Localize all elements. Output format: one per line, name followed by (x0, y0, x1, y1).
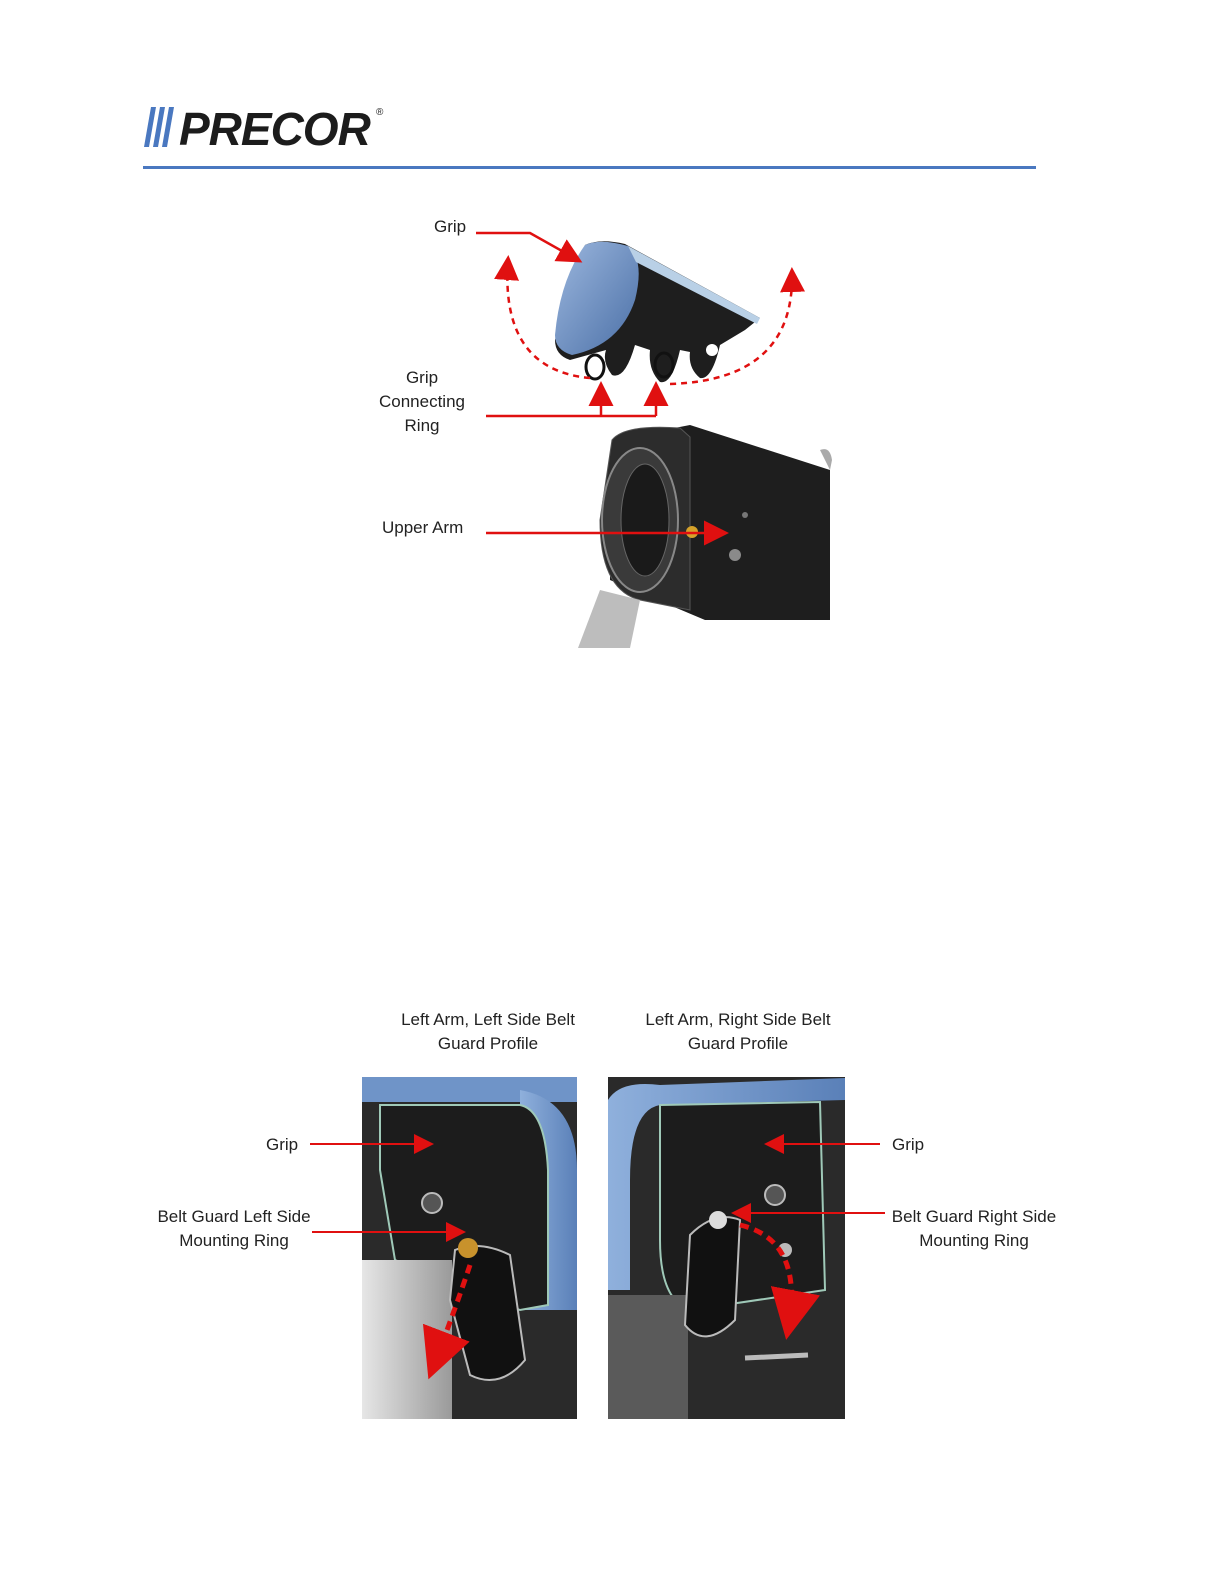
registered-mark: ® (376, 107, 384, 118)
label-right-grip: Grip (892, 1135, 925, 1154)
label-upper-arm: Upper Arm (382, 518, 464, 537)
right-profile-image (608, 1077, 845, 1419)
grip-pointer (476, 233, 578, 260)
left-profile-title: Left Arm, Left Side Belt Guard Profile (401, 1010, 575, 1053)
logo-wordmark: PRECOR (179, 103, 370, 155)
left-profile-image (362, 1077, 577, 1419)
grip-part (555, 241, 760, 382)
label-right-mounting-ring: Belt Guard Right Side Mounting Ring (891, 1207, 1057, 1250)
label-grip: Grip (434, 217, 467, 236)
label-left-mounting-ring: Belt Guard Left Side Mounting Ring (157, 1207, 311, 1250)
grip-removal-figure (0, 0, 1224, 660)
label-grip-connecting-ring: Grip Connecting Ring (378, 368, 465, 435)
upper-arm-part (578, 425, 832, 648)
right-profile-title: Left Arm, Right Side Belt Guard Profile (645, 1010, 831, 1053)
label-left-grip: Grip (266, 1135, 299, 1154)
